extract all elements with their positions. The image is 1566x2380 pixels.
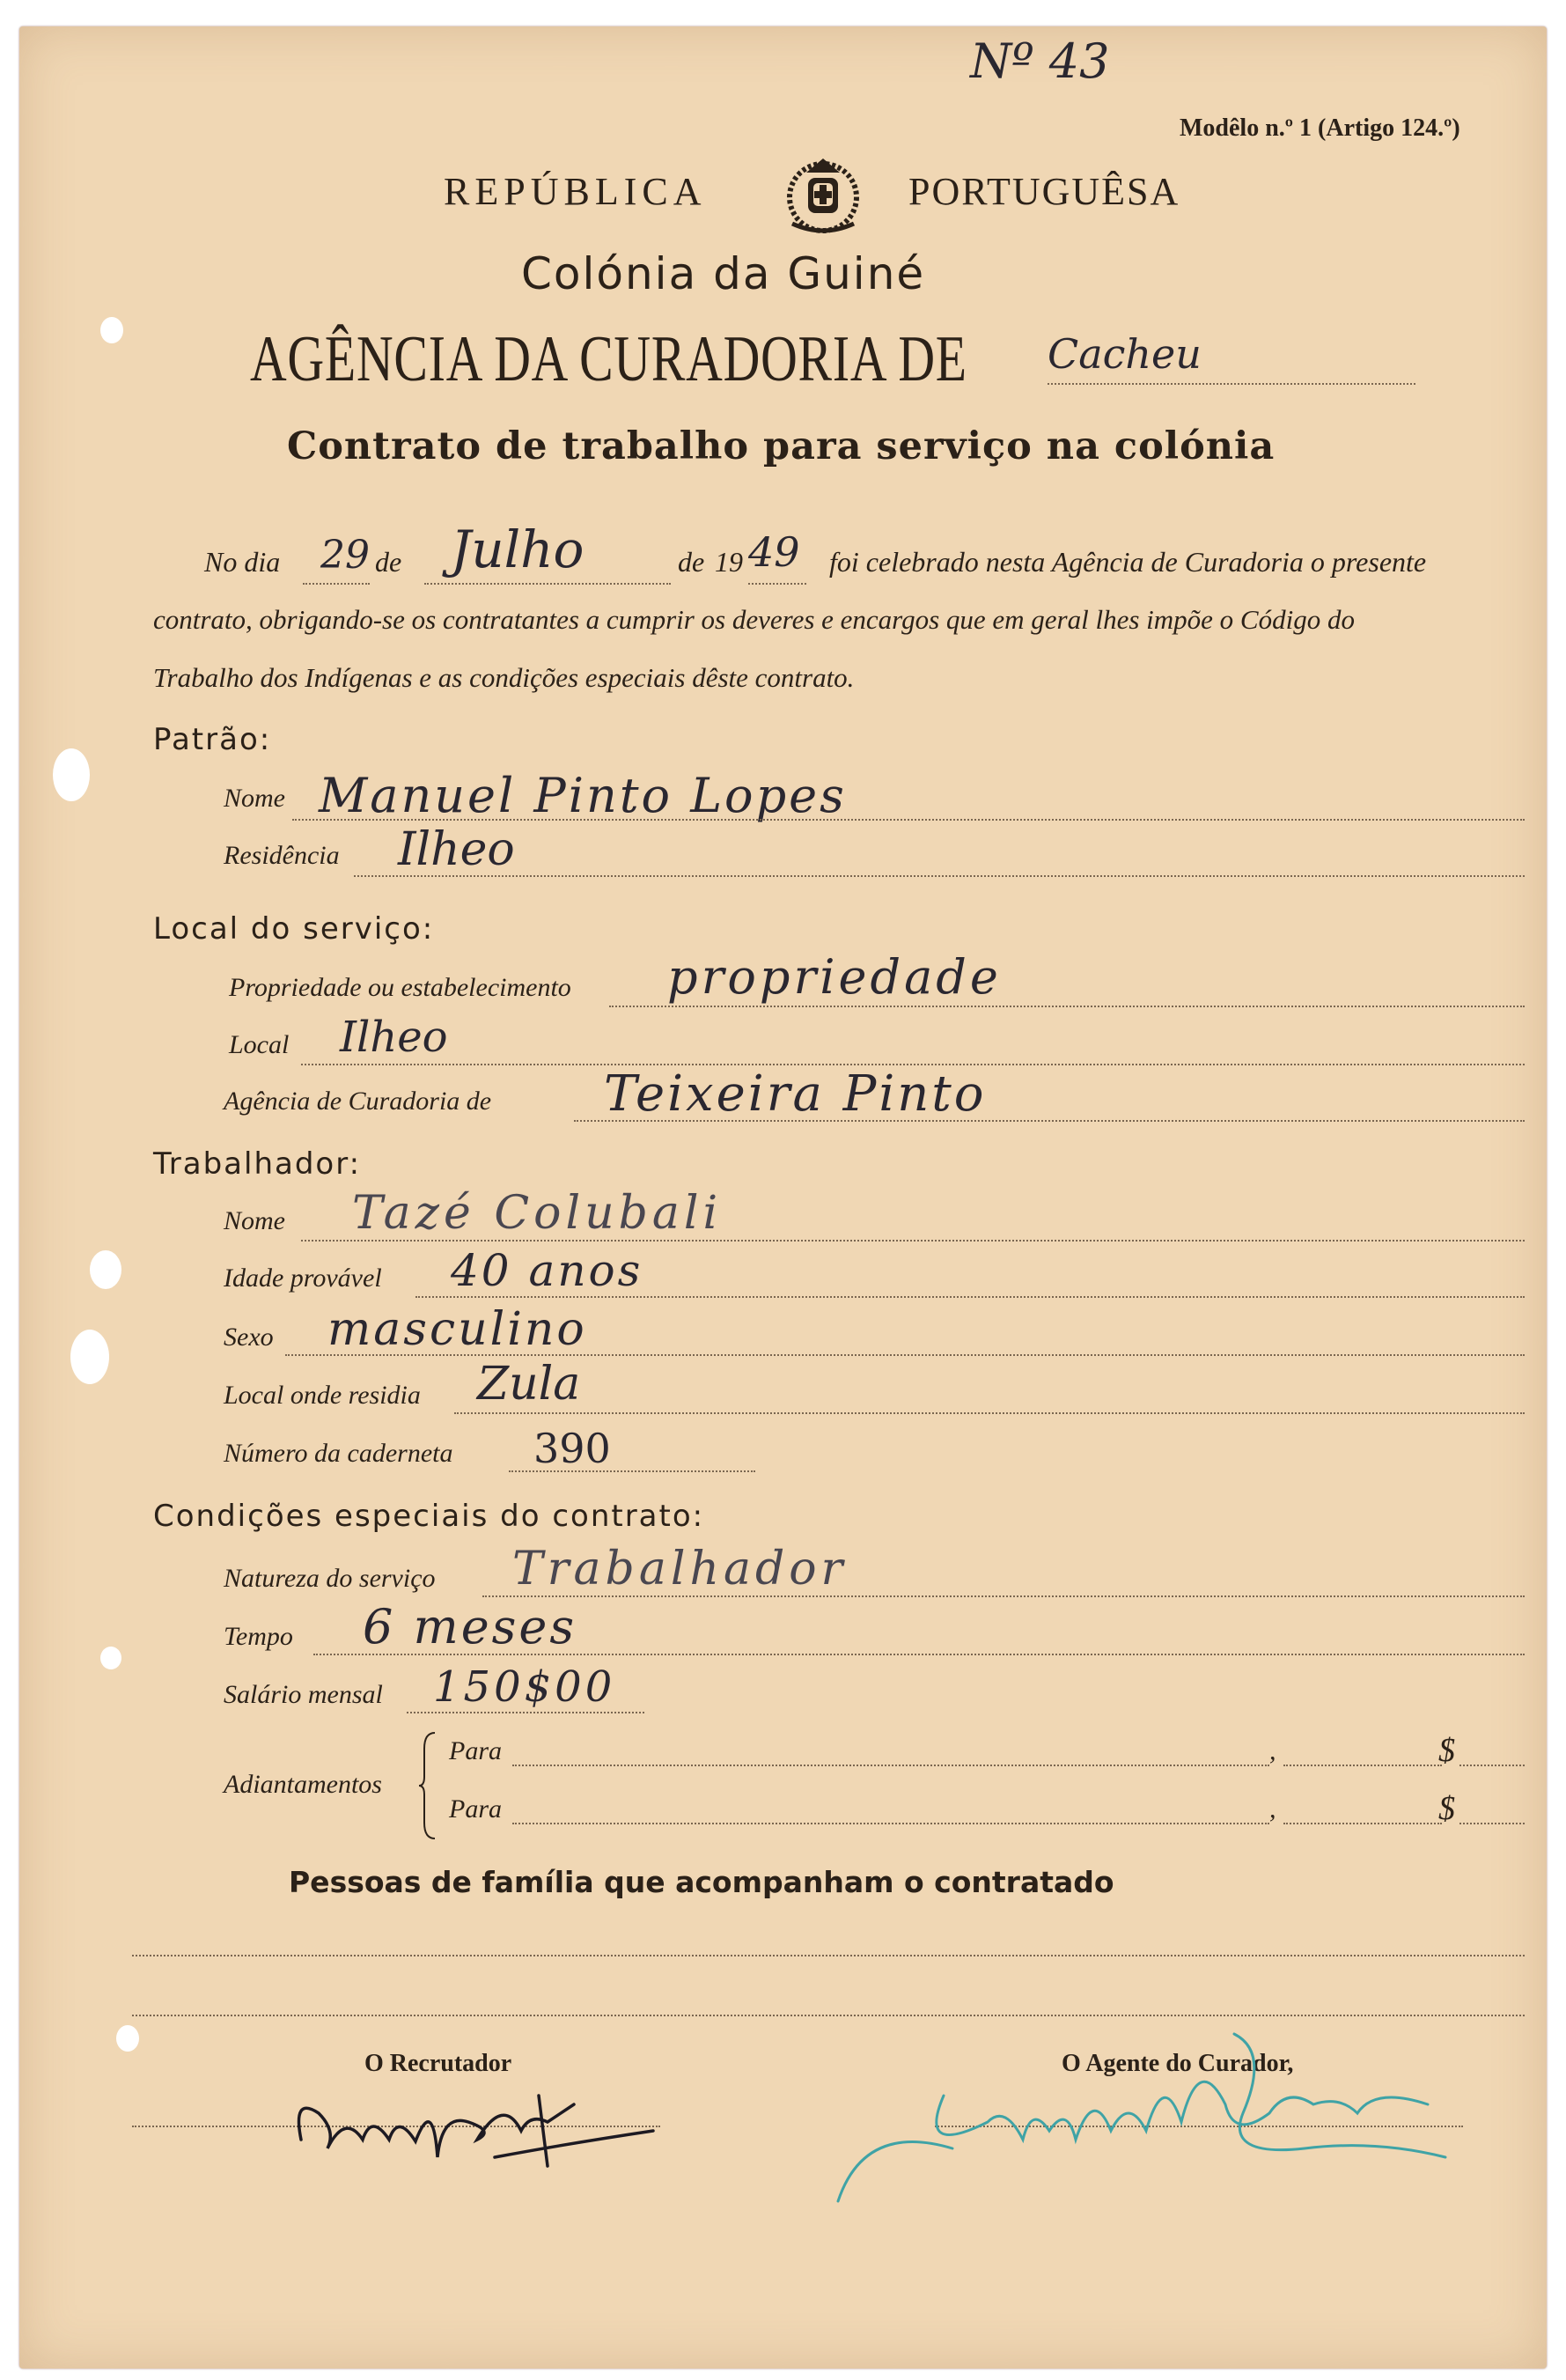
year-dotted-line xyxy=(748,583,806,585)
salario-value: 150$00 xyxy=(433,1662,616,1712)
caderneta-label: Número da caderneta xyxy=(224,1439,453,1468)
idade-value: 40 anos xyxy=(451,1245,643,1296)
adiantamentos-brace xyxy=(417,1731,438,1840)
intro-de: de xyxy=(375,546,402,578)
punch-hole xyxy=(53,748,90,801)
punch-hole xyxy=(100,1647,121,1669)
agency-value: Cacheu xyxy=(1048,330,1202,378)
colony-title: Colónia da Guiné xyxy=(521,248,926,299)
intro-year-prefix: 19 xyxy=(715,546,743,578)
agencia-curadoria-label: Agência de Curadoria de xyxy=(224,1087,492,1116)
para-1-comma: , xyxy=(1269,1736,1276,1765)
propriedade-label: Propriedade ou estabelecimento xyxy=(229,973,571,1002)
republica-right: PORTUGUÊSA xyxy=(908,170,1180,213)
local-label: Local xyxy=(229,1030,290,1059)
natureza-label: Natureza do serviço xyxy=(224,1564,436,1593)
contract-title: Contrato de trabalho para serviço na colónia xyxy=(287,424,1276,468)
familia-line-1 xyxy=(132,1955,1525,1956)
patrao-heading: Patrão: xyxy=(153,722,272,757)
agente-label: O Agente do Curador, xyxy=(1062,2050,1294,2077)
agency-dotted-line xyxy=(1048,383,1415,385)
agente-signature xyxy=(812,2016,1481,2219)
coat-of-arms-emblem xyxy=(775,153,871,238)
tempo-label: Tempo xyxy=(224,1622,293,1651)
para-1-line xyxy=(512,1765,1269,1766)
local-value: Ilheo xyxy=(340,1013,448,1062)
idade-line xyxy=(415,1296,1525,1298)
tempo-value: 6 meses xyxy=(363,1599,577,1654)
adiantamentos-label: Adiantamentos xyxy=(224,1770,382,1799)
document-number: Nº 43 xyxy=(970,33,1110,89)
intro-day-value: 29 xyxy=(320,533,370,578)
para-2-line xyxy=(512,1823,1269,1824)
natureza-line xyxy=(482,1595,1525,1597)
republica-left: REPÚBLICA xyxy=(444,170,707,213)
natureza-value: Trabalhador xyxy=(512,1543,848,1595)
intro-de-year: de xyxy=(678,546,705,578)
sexo-line xyxy=(285,1354,1525,1356)
salario-label: Salário mensal xyxy=(224,1680,383,1709)
local-residia-label: Local onde residia xyxy=(224,1381,421,1410)
trabalhador-heading: Trabalhador: xyxy=(153,1146,362,1182)
para-2-comma: , xyxy=(1269,1794,1276,1824)
local-residia-value: Zula xyxy=(477,1358,581,1411)
intro-text-1: foi celebrado nesta Agência de Curadoria o presente xyxy=(829,546,1427,578)
recrutador-signature xyxy=(283,2060,671,2184)
patrao-residencia-line xyxy=(354,875,1525,877)
para-2-amount-line xyxy=(1283,1823,1442,1824)
para-2-currency: $ xyxy=(1438,1790,1455,1827)
idade-label: Idade provável xyxy=(224,1264,382,1293)
trabalhador-nome-line xyxy=(301,1240,1525,1242)
intro-line-3: Trabalho dos Indígenas e as condições especiais dêste contrato. xyxy=(153,662,855,693)
patrao-nome-value: Manuel Pinto Lopes xyxy=(319,768,847,823)
intro-month-value: Julho xyxy=(451,519,584,579)
punch-hole xyxy=(70,1330,109,1384)
agencia-curadoria-value: Teixeira Pinto xyxy=(604,1065,987,1123)
salario-line xyxy=(407,1712,644,1713)
punch-hole xyxy=(90,1250,121,1289)
caderneta-value: 390 xyxy=(533,1425,611,1472)
para-1-amount-line xyxy=(1283,1765,1442,1766)
intro-no-dia: No dia xyxy=(204,546,281,578)
trabalhador-nome-value: Tazé Colubali xyxy=(352,1187,723,1240)
punch-hole xyxy=(100,317,123,343)
agencia-curadoria-line xyxy=(574,1120,1525,1122)
para-1-label: Para xyxy=(449,1736,502,1765)
para-1-currency: $ xyxy=(1438,1732,1455,1769)
month-dotted-line xyxy=(424,583,671,585)
intro-year-value: 49 xyxy=(748,528,800,576)
propriedade-line xyxy=(609,1006,1525,1007)
patrao-residencia-label: Residência xyxy=(224,841,340,870)
patrao-residencia-value: Ilheo xyxy=(398,823,515,876)
propriedade-value: propriedade xyxy=(667,949,1002,1005)
document-sheet xyxy=(19,26,1547,2369)
para-1-tail-line xyxy=(1459,1765,1525,1766)
sexo-label: Sexo xyxy=(224,1323,274,1352)
intro-line-2: contrato, obrigando-se os contratantes a cumprir os deveres e encargos que em geral lhes impõe o Código do xyxy=(153,604,1355,635)
agency-title: AGÊNCIA DA CURADORIA DE xyxy=(250,323,967,395)
condicoes-heading: Condições especiais do contrato: xyxy=(153,1499,705,1534)
local-residia-line xyxy=(454,1412,1525,1414)
para-2-label: Para xyxy=(449,1794,502,1824)
caderneta-line xyxy=(509,1470,755,1472)
sexo-value: masculino xyxy=(327,1303,587,1356)
form-model-label: Modêlo n.º 1 (Artigo 124.º) xyxy=(1180,114,1460,142)
familia-heading: Pessoas de família que acompanham o contratado xyxy=(289,1865,1114,1899)
patrao-nome-line xyxy=(292,819,1525,821)
punch-hole xyxy=(116,2025,139,2052)
patrao-nome-label: Nome xyxy=(224,784,285,813)
local-servico-heading: Local do serviço: xyxy=(153,911,435,947)
tempo-line xyxy=(313,1654,1525,1655)
day-dotted-line xyxy=(303,583,370,585)
recrutador-label: O Recrutador xyxy=(364,2050,512,2077)
para-2-tail-line xyxy=(1459,1823,1525,1824)
trabalhador-nome-label: Nome xyxy=(224,1206,285,1235)
